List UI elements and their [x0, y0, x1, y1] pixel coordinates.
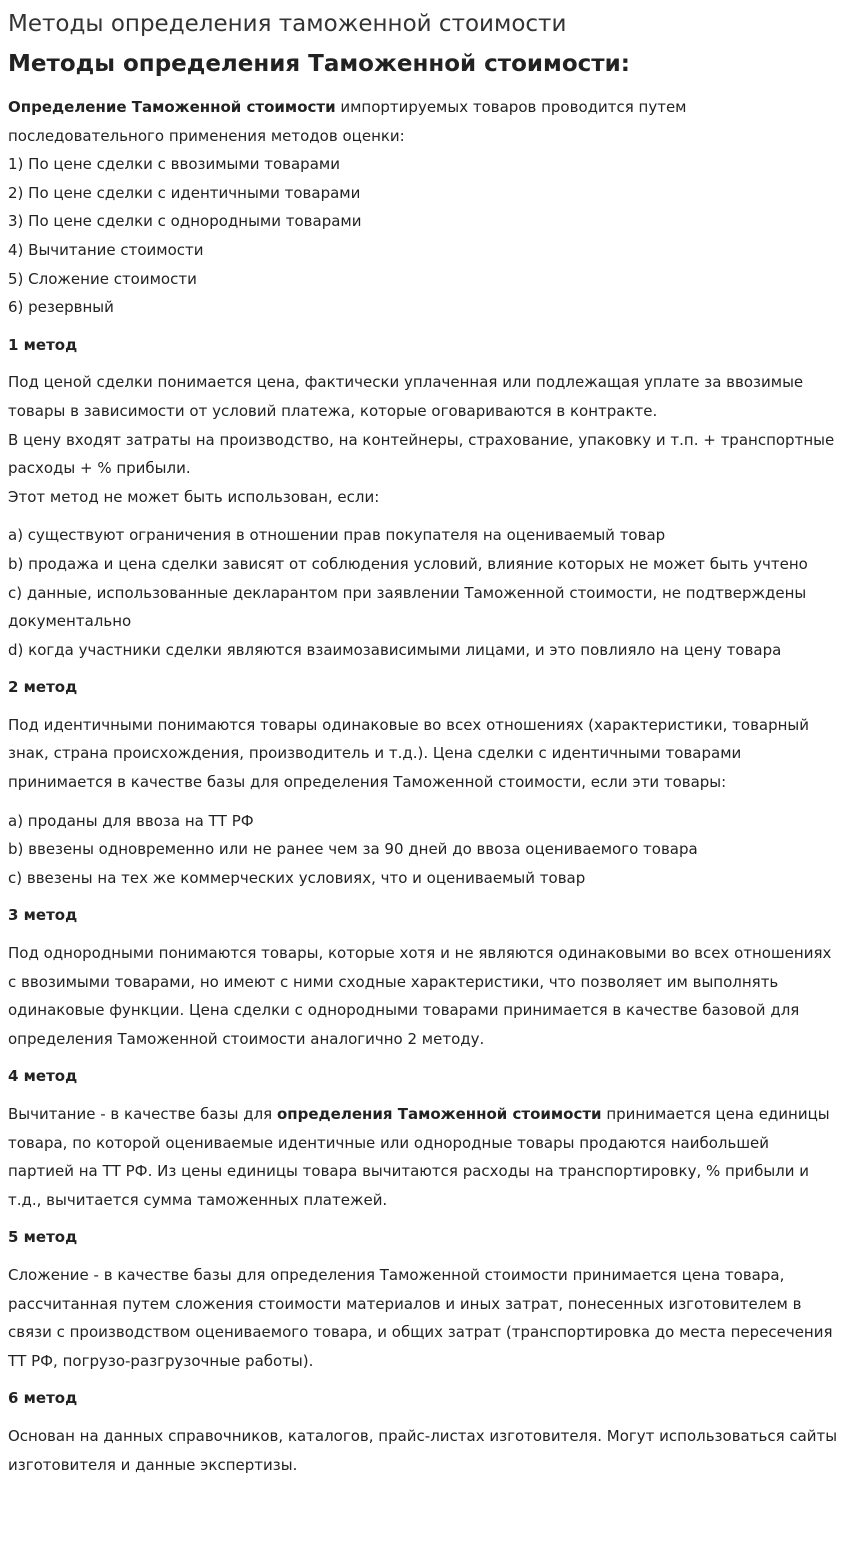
- method-list-item: 1) По цене сделки с ввозимыми товарами: [8, 155, 340, 174]
- method-6-heading: 6 метод: [8, 1389, 78, 1408]
- method-1-heading: 1 метод: [8, 335, 78, 354]
- method-4-text-pre: Вычитание - в качестве базы для: [8, 1105, 277, 1123]
- intro-bold-term: Определение Таможенной стоимости: [8, 98, 336, 116]
- condition-item: b) продажа и цена сделки зависят от соблюдения условий, влияние которых не может быть учтено: [8, 554, 808, 573]
- method-4-text-post: принимается цена единицы товара, по которой оцениваемые идентичные или однородные товары продаются наибольшей партией на ТТ РФ. Из цены единицы товара вычитаются расходы на транспортировку, % прибыли и т.д., вычитается сумма таможенных платежей.: [8, 1105, 830, 1209]
- condition-item: a) проданы для ввоза на ТТ РФ: [8, 811, 254, 830]
- method-2-body: [8, 711, 839, 797]
- method-1-body: [8, 368, 839, 511]
- method-list-item: 4) Вычитание стоимости: [8, 240, 204, 259]
- method-5-heading: 5 метод: [8, 1228, 78, 1247]
- method-list-item: 5) Сложение стоимости: [8, 269, 197, 288]
- method-2-heading: 2 метод: [8, 678, 78, 697]
- method-3-heading: 3 метод: [8, 906, 78, 925]
- condition-item: c) данные, использованные декларантом при заявлении Таможенной стоимости, не подтверждены документально: [8, 583, 807, 631]
- method-3-paragraph: Под однородными понимаются товары, которые хотя и не являются одинаковыми во всех отношениях с ввозимыми товарами, но имеют с ними сходные характеристики, что позволяет им выполнять одинаковые функции. Цена сделки с однородными товарами принимается в качестве базовой для определения Таможенной стоимости аналогично 2 методу.: [8, 944, 832, 1048]
- method-4-bold-term: определения Таможенной стоимости: [276, 1105, 602, 1123]
- method-6-paragraph: Основан на данных справочников, каталогов, прайс-листах изготовителя. Могут использоваться сайты изготовителя и данные экспертизы.: [8, 1426, 838, 1474]
- method-5-paragraph: Сложение - в качестве базы для определения Таможенной стоимости принимается цена товара, рассчитанная путем сложения стоимости материалов и иных затрат, понесенных изготовителем в связи с производством оцениваемого товара, и общих затрат (транспортировка до места пересечения ТТ РФ, погрузо-разгрузочные работы).: [8, 1265, 833, 1370]
- method-6-body: [8, 1422, 839, 1479]
- method-1-paragraph: Под ценой сделки понимается цена, фактически уплаченная или подлежащая уплате за ввозимые товары в зависимости от условий платежа, которые оговариваются в контракте.: [8, 373, 804, 420]
- method-4-paragraph: [8, 1100, 839, 1214]
- method-3-body: [8, 939, 839, 1053]
- method-1-conditions: [8, 521, 839, 664]
- method-4-heading: 4 метод: [8, 1067, 78, 1086]
- method-list-item: 3) По цене сделки с однородными товарами: [8, 212, 362, 231]
- condition-item: d) когда участники сделки являются взаимозависимыми лицами, и это повлияло на цену товара: [8, 640, 782, 659]
- method-5-body: [8, 1261, 839, 1375]
- condition-item: a) существуют ограничения в отношении прав покупателя на оцениваемый товар: [8, 526, 666, 545]
- method-2-conditions: [8, 807, 839, 893]
- intro-section: [8, 93, 839, 322]
- method-4-body: [8, 1100, 839, 1214]
- method-list-item: 6) резервный: [8, 298, 114, 317]
- intro-paragraph: [8, 93, 839, 150]
- main-heading: Методы определения Таможенной стоимости:: [8, 51, 630, 77]
- method-1-paragraph: В цену входят затраты на производство, на контейнеры, страхование, упаковку и т.п. + транспортные расходы + % прибыли.: [8, 430, 835, 478]
- condition-item: c) ввезены на тех же коммерческих условиях, что и оцениваемый товар: [8, 868, 586, 887]
- method-2-paragraph: Под идентичными понимаются товары одинаковые во всех отношениях (характеристики, товарный знак, страна происхождения, производитель и т.д.). Цена сделки с идентичными товарами принимается в качестве базы для определения Таможенной стоимости, если эти товары:: [8, 715, 810, 792]
- page-title: Методы определения таможенной стоимости: [8, 11, 567, 37]
- condition-item: b) ввезены одновременно или не ранее чем за 90 дней до ввоза оцениваемого товара: [8, 840, 698, 859]
- method-list-item: 2) По цене сделки с идентичными товарами: [8, 183, 361, 202]
- intro-text: импортируемых товаров проводится путем последовательного применения методов оценки:: [8, 98, 687, 145]
- method-1-paragraph: Этот метод не может быть использован, если:: [8, 487, 380, 506]
